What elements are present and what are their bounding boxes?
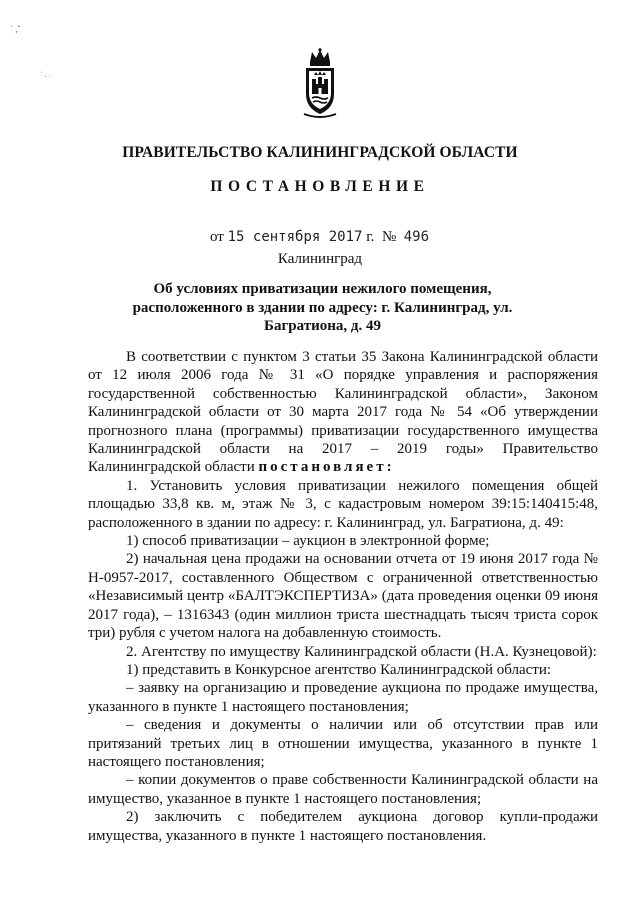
decree-date: 15 сентября 2017 [227, 229, 363, 245]
number-sign: № [381, 229, 397, 245]
paragraph-2-1-a: – заявку на организацию и проведение аукциона по продаже имущества, указанного в пункте 1 настоящего постановления; [88, 680, 598, 715]
preamble [88, 348, 598, 477]
date-prefix: от [210, 229, 224, 245]
scan-artifact: ˙ ,ˇ [10, 24, 21, 34]
paragraph-2-1-b: – сведения и документы о наличии или об отсутствии прав или притязаний третьих лиц в отношении имущества, указанного в пункте 1 настоящего постановления; [88, 717, 598, 770]
decree-subject: Об условиях приватизации нежилого помещения, расположенного в здании по адресу: г. Калининград, ул. Багратиона, д. 49 [132, 281, 513, 334]
paragraph-1: 1. Установить условия приватизации нежилого помещения общей площадью 33,8 кв. м, этаж № 3, с кадастровым номером 39:15:140415:48, расположенного в здании по адресу: г. Калининград, ул. Багратиона, д. 49: [88, 477, 598, 531]
paragraph-1-1: 1) способ приватизации – аукцион в электронной форме; [126, 533, 490, 550]
scan-artifact: ˙ . . [40, 70, 51, 79]
dateline [210, 229, 429, 246]
paragraph-1-2: 2) начальная цена продажи на основании отчета от 19 июня 2017 года № Н-0957-2017, составленного Обществом с ограниченной ответственностью «Независимый центр «БАЛТЭКСПЕРТИЗА» (дата проведения оценки 09 июня 2017 года), – 1316343 (один миллион триста шестнадцать тысяч триста сорок три) рубля с учетом налога на добавленную стоимость. [88, 551, 598, 642]
year-suffix: г. [366, 229, 375, 245]
decree-body [88, 348, 598, 845]
government-title: ПРАВИТЕЛЬСТВО КАЛИНИНГРАДСКОЙ ОБЛАСТИ [122, 144, 518, 161]
paragraph-2: 2. Агентству по имуществу Калининградской области (Н.А. Кузнецовой): [126, 643, 597, 660]
decree-number: 496 [403, 229, 430, 245]
document-type: ПОСТАНОВЛЕНИЕ [210, 178, 430, 195]
kaliningrad-coat-of-arms-icon [302, 48, 338, 120]
paragraph-2-1: 1) представить в Конкурсное агентство Калининградской области: [126, 661, 552, 678]
city: Калининград [277, 251, 363, 267]
paragraph-2-1-c: – копии документов о праве собственности Калининградской области на имущество, указанное в пункте 1 настоящего постановления; [88, 772, 598, 807]
preamble-text: В соответствии с пунктом 3 статьи 35 Закона Калининградской области от 12 июля 2006 года № 31 «О порядке управления и распоряжения государственной собственностью Калининградской области», Законом Калининградской области от 30 марта 2017 года № 54 «Об утверждении прогнозного плана (программы) приватизации государственного имущества Калининградской области на 2017 – 2019 годы» Правительство Калининградской области [88, 349, 598, 476]
paragraph-2-2: 2) заключить с победителем аукциона договор купли-продажи имущества, указанного в пункте 1 настоящего постановления. [88, 809, 598, 844]
resolves-word: постановляет: [258, 459, 395, 476]
